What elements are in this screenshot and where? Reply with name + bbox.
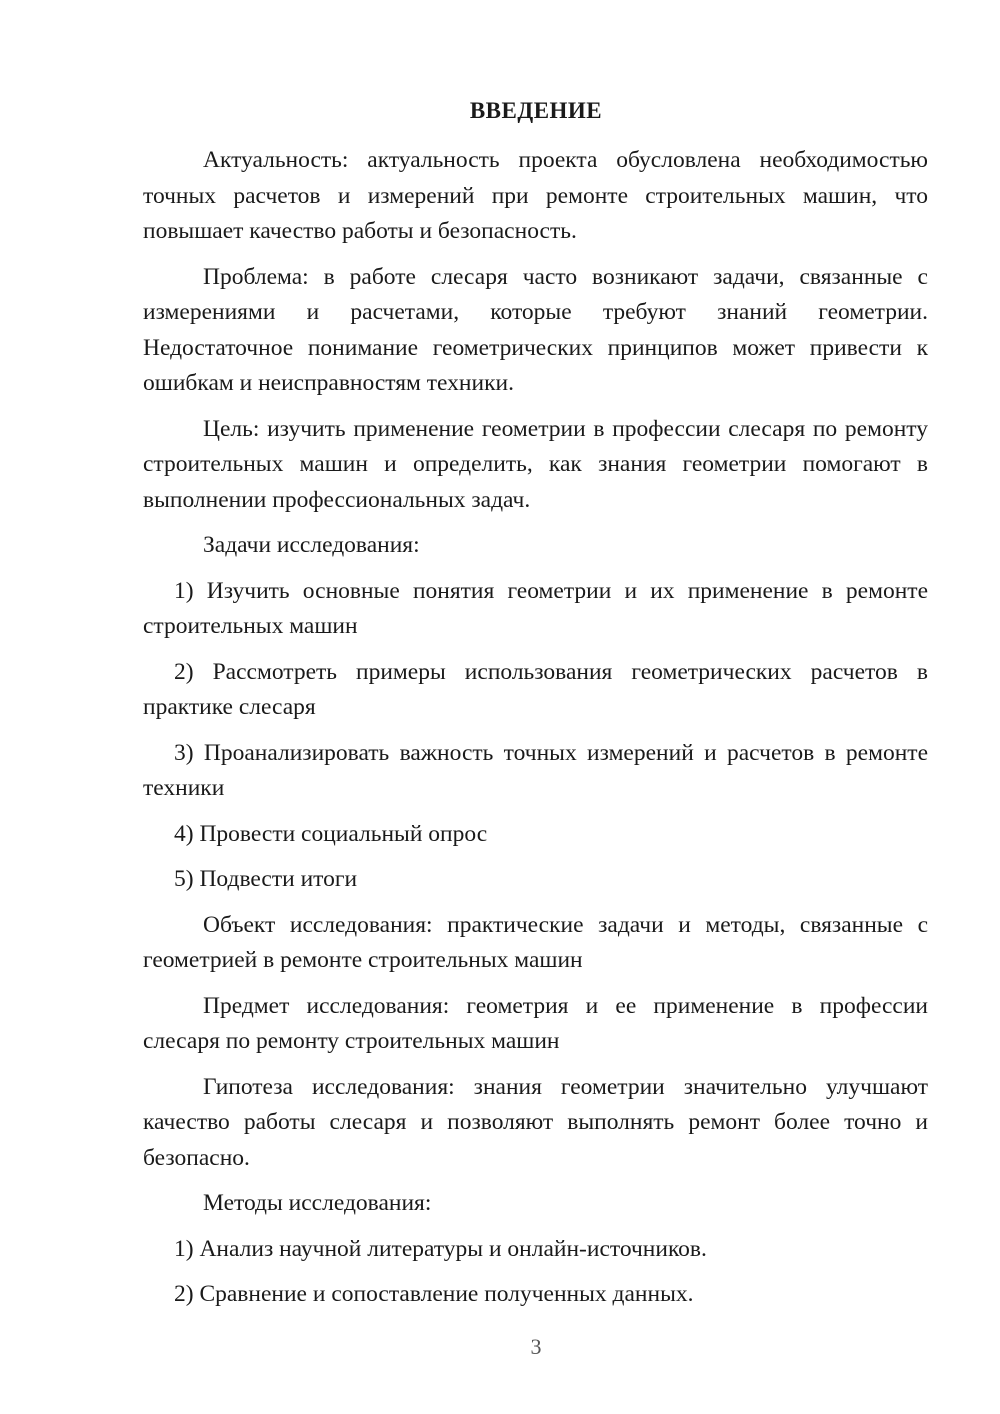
paragraph-relevance: Актуальность: актуальность проекта обусловлена необходимостью точных расчетов и измерений при ремонте строительных машин, что повышает качество работы и безопасность.: [143, 147, 928, 244]
task-item-1: 1) Изучить основные понятия геометрии и их применение в ремонте строительных машин: [143, 577, 928, 639]
paragraph-problem: Проблема: в работе слесаря часто возникают задачи, связанные с измерениями и расчетами, которые требуют знаний геометрии. Недостаточное понимание геометрических принципов может привести к ошибкам и неисправностям техники.: [143, 263, 928, 396]
task-item-2: 2) Рассмотреть примеры использования геометрических расчетов в практике слесаря: [143, 658, 928, 720]
paragraph-hypothesis: Гипотеза исследования: знания геометрии значительно улучшают качество работы слесаря и позволяют выполнять ремонт более точно и безопасно.: [143, 1073, 928, 1171]
section-title: ВВЕДЕНИЕ: [469, 98, 603, 123]
paragraph-tasks-heading: Задачи исследования:: [203, 532, 420, 558]
body-text: [143, 143, 928, 1323]
paragraph-subject: Предмет исследования: геометрия и ее применение в профессии слесаря по ремонту строительных машин: [143, 992, 928, 1054]
method-item-2: 2) Сравнение и сопоставление полученных данных.: [174, 1281, 694, 1307]
task-item-3: 3) Проанализировать важность точных измерений и расчетов в ремонте техники: [143, 739, 928, 801]
page-number: 3: [530, 1334, 542, 1359]
task-item-5: 5) Подвести итоги: [174, 866, 358, 892]
task-item-4: 4) Провести социальный опрос: [174, 820, 488, 847]
paragraph-goal: Цель: изучить применение геометрии в профессии слесаря по ремонту строительных машин и определить, как знания геометрии помогают в выполнении профессиональных задач.: [143, 415, 928, 513]
paragraph-methods-heading: Методы исследования:: [203, 1190, 432, 1216]
method-item-1: 1) Анализ научной литературы и онлайн-источников.: [174, 1235, 707, 1262]
paragraph-object: Объект исследования: практические задачи и методы, связанные с геометрией в ремонте строительных машин: [143, 911, 928, 973]
